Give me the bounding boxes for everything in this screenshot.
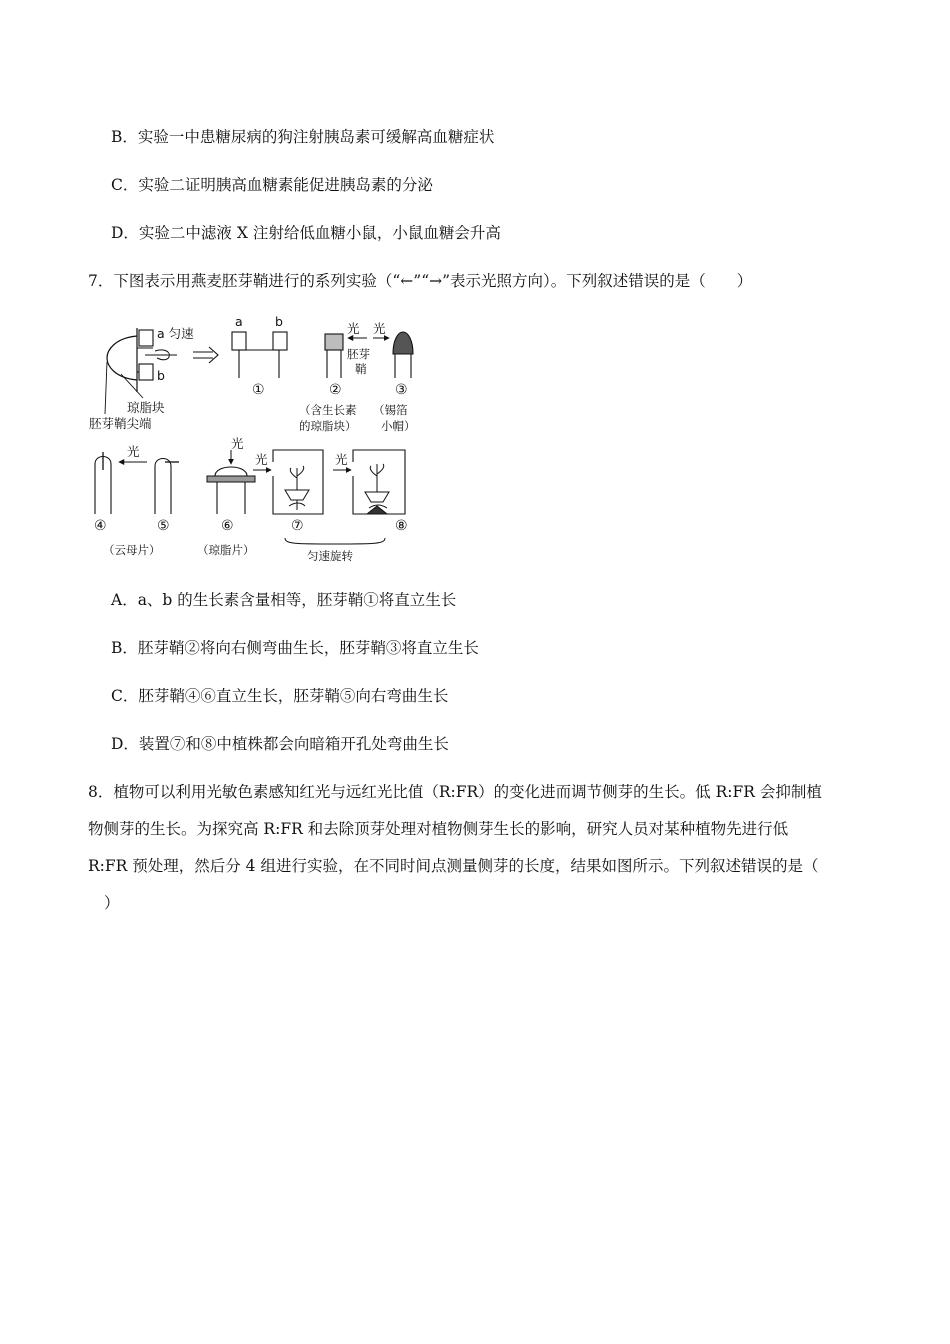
q6-option-b: B．实验一中患糖尿病的狗注射胰岛素可缓解高血糖症状 (111, 128, 495, 146)
q7-option-d: D．装置⑦和⑧中植株都会向暗箱开孔处弯曲生长 (111, 735, 449, 753)
coleoptile-2 (325, 334, 343, 378)
q8-stem-line4: ） (104, 894, 120, 912)
coleoptile-3 (393, 332, 413, 378)
light-label-6: 光 (231, 436, 244, 451)
q7-option-c: C．胚芽鞘④⑥直立生长，胚芽鞘⑤向右弯曲生长 (111, 687, 449, 705)
q8-stem-line3: R:FR 预处理，然后分 4 组进行实验，在不同时间点测量侧芽的长度，结果如图所示。下列叙述错误的是（ (88, 857, 819, 875)
num-7: ⑦ (291, 518, 304, 534)
q6-option-d: D．实验二中滤液 X 注射给低血糖小鼠，小鼠血糖会升高 (111, 224, 501, 242)
num-8: ⑧ (395, 518, 408, 534)
double-arrow-icon (193, 347, 218, 363)
light-label-7: 光 (255, 452, 268, 467)
cap3-line2: 小帽） (381, 419, 416, 433)
num-1: ① (252, 382, 265, 398)
label-b-side: b (157, 368, 165, 383)
agar-sheet (207, 476, 255, 482)
q7-stem: 7．下图表示用燕麦胚芽鞘进行的系列实验（“←”“→”表示光照方向）。下列叙述错误的是（ ） (88, 272, 753, 290)
label-a-top: a (235, 314, 243, 329)
cap2-line1: （含生长素 (299, 403, 357, 417)
q7-option-b: B．胚芽鞘②将向右侧弯曲生长，胚芽鞘③将直立生长 (111, 639, 479, 657)
cap2-line2: 的琼脂块） (299, 419, 357, 433)
q8-stem-line1: 8．植物可以利用光敏色素感知红光与远红光比值（R:FR）的变化进而调节侧芽的生长。低 R:FR 会抑制植 (88, 783, 822, 801)
label-a-uniform: a 匀速 (157, 326, 194, 341)
dark-box-8 (353, 450, 405, 514)
cap3-line1: （锡箔 (373, 403, 408, 417)
num-2: ② (329, 382, 342, 398)
num-5: ⑤ (157, 518, 170, 534)
num-3: ③ (395, 382, 408, 398)
light-label-3: 光 (373, 321, 386, 336)
coleoptile-1 (232, 332, 287, 378)
label-coleoptile-2: 鞘 (355, 362, 367, 376)
light-label-2: 光 (347, 321, 360, 336)
light-label-4: 光 (127, 444, 140, 459)
coleoptile-5 (155, 459, 179, 515)
cap45: （云母片） (103, 543, 161, 557)
cap78: 匀速旋转 (307, 549, 353, 563)
light-label-8: 光 (335, 452, 348, 467)
tin-foil-cap (393, 332, 413, 354)
agar-block-b (139, 364, 153, 380)
coleoptile-6 (207, 467, 255, 514)
num-4: ④ (94, 518, 107, 534)
label-b-top: b (275, 314, 283, 329)
q7-option-a: A．a、b 的生长素含量相等，胚芽鞘①将直立生长 (111, 591, 457, 609)
label-agar-block: 琼脂块 (127, 400, 165, 415)
agar-block-a (139, 330, 153, 346)
dark-box-7 (273, 450, 323, 514)
cap6: （琼脂片） (197, 543, 255, 557)
label-coleoptile-1: 胚芽 (347, 347, 370, 361)
q8-stem-line2: 物侧芽的生长。为探究高 R:FR 和去除顶芽处理对植物侧芽生长的影响，研究人员对某种植物先进行低 (88, 820, 789, 838)
q7-figure (85, 314, 425, 566)
coleoptile-4 (95, 452, 111, 514)
q6-option-c: C．实验二证明胰高血糖素能促进胰岛素的分泌 (111, 176, 433, 194)
label-coleoptile-tip: 胚芽鞘尖端 (89, 416, 152, 431)
num-6: ⑥ (221, 518, 234, 534)
